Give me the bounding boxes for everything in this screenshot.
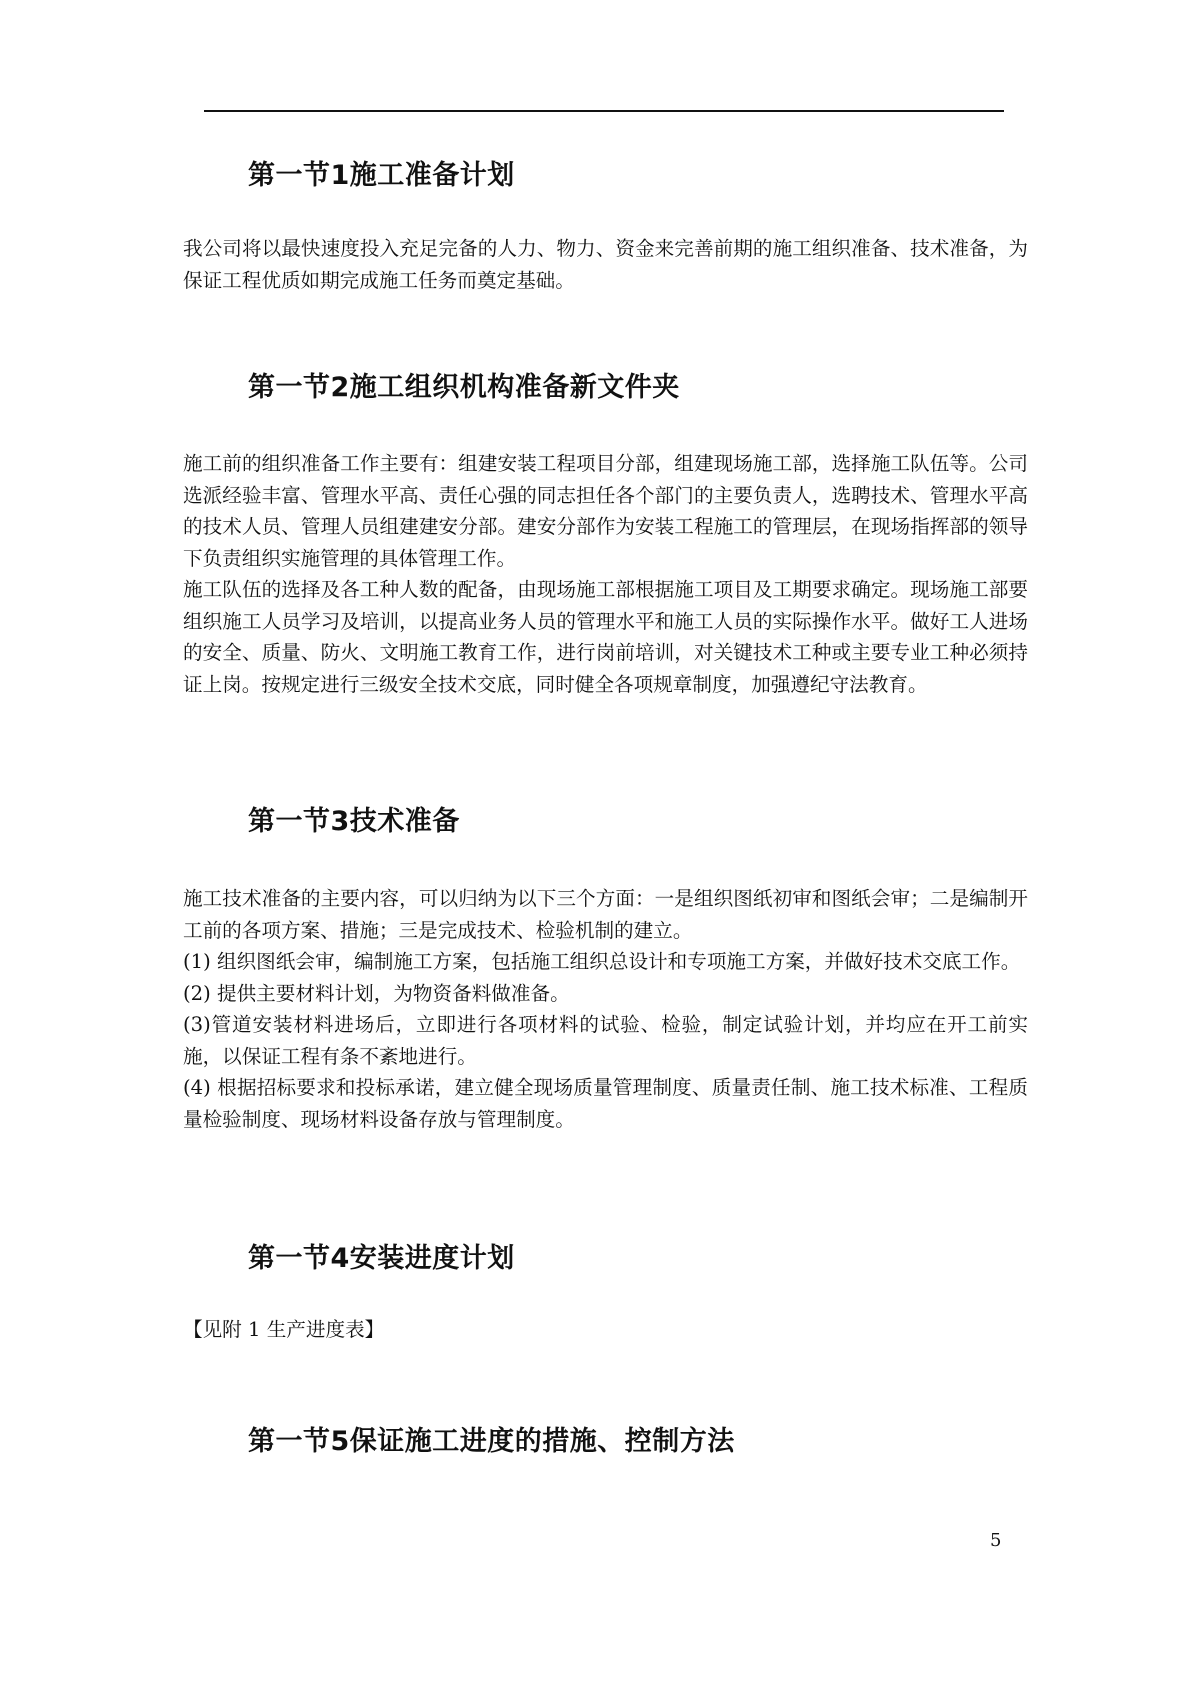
paragraph: (1) 组织图纸会审，编制施工方案，包括施工组织总设计和专项施工方案，并做好技术交底工作。 xyxy=(183,950,1021,973)
section-2-body xyxy=(183,448,1028,700)
header-rule xyxy=(204,110,1004,112)
paragraph: (4) 根据招标要求和投标承诺，建立健全现场质量管理制度、质量责任制、施工技术标准、工程质量检验制度、现场材料设备存放与管理制度。 xyxy=(183,1076,1028,1131)
page-number: 5 xyxy=(990,1530,1002,1551)
section-5-heading: 第一节5保证施工进度的措施、控制方法 xyxy=(248,1426,735,1457)
section-3-body xyxy=(183,883,1028,1135)
section-2-heading: 第一节2施工组织机构准备新文件夹 xyxy=(248,372,680,403)
paragraph: (2) 提供主要材料计划，为物资备料做准备。 xyxy=(183,981,570,1005)
paragraph: 施工队伍的选择及各工种人数的配备，由现场施工部根据施工项目及工期要求确定。现场施工部要组织施工人员学习及培训，以提高业务人员的管理水平和施工人员的实际操作水平。做好工人进场的安全、质量、防火、文明施工教育工作，进行岗前培训，对关键技术工种或主要专业工种必须持证上岗。按规定进行三级安全技术交底，同时健全各项规章制度，加强遵纪守法教育。 xyxy=(183,578,1028,696)
section-3-heading: 第一节3技术准备 xyxy=(248,806,460,837)
section-1-heading: 第一节1施工准备计划 xyxy=(248,160,515,191)
paragraph: 我公司将以最快速度投入充足完备的人力、物力、资金来完善前期的施工组织准备、技术准备，为保证工程优质如期完成施工任务而奠定基础。 xyxy=(183,237,1028,292)
paragraph: 施工前的组织准备工作主要有：组建安装工程项目分部，组建现场施工部，选择施工队伍等。公司选派经验丰富、管理水平高、责任心强的同志担任各个部门的主要负责人，选聘技术、管理水平高的技术人员、管理人员组建建安分部。建安分部作为安装工程施工的管理层，在现场指挥部的领导下负责组织实施管理的具体管理工作。 xyxy=(183,452,1028,570)
section-4-heading: 第一节4安装进度计划 xyxy=(248,1243,515,1274)
paragraph: 施工技术准备的主要内容，可以归纳为以下三个方面：一是组织图纸初审和图纸会审；二是编制开工前的各项方案、措施；三是完成技术、检验机制的建立。 xyxy=(183,887,1028,942)
paragraph: (3)管道安装材料进场后，立即进行各项材料的试验、检验，制定试验计划，并均应在开工前实施，以保证工程有条不紊地进行。 xyxy=(183,1013,1028,1068)
paragraph: 【见附 1 生产进度表】 xyxy=(183,1318,385,1341)
section-4-body xyxy=(183,1314,1028,1346)
section-1-body xyxy=(183,233,1028,296)
